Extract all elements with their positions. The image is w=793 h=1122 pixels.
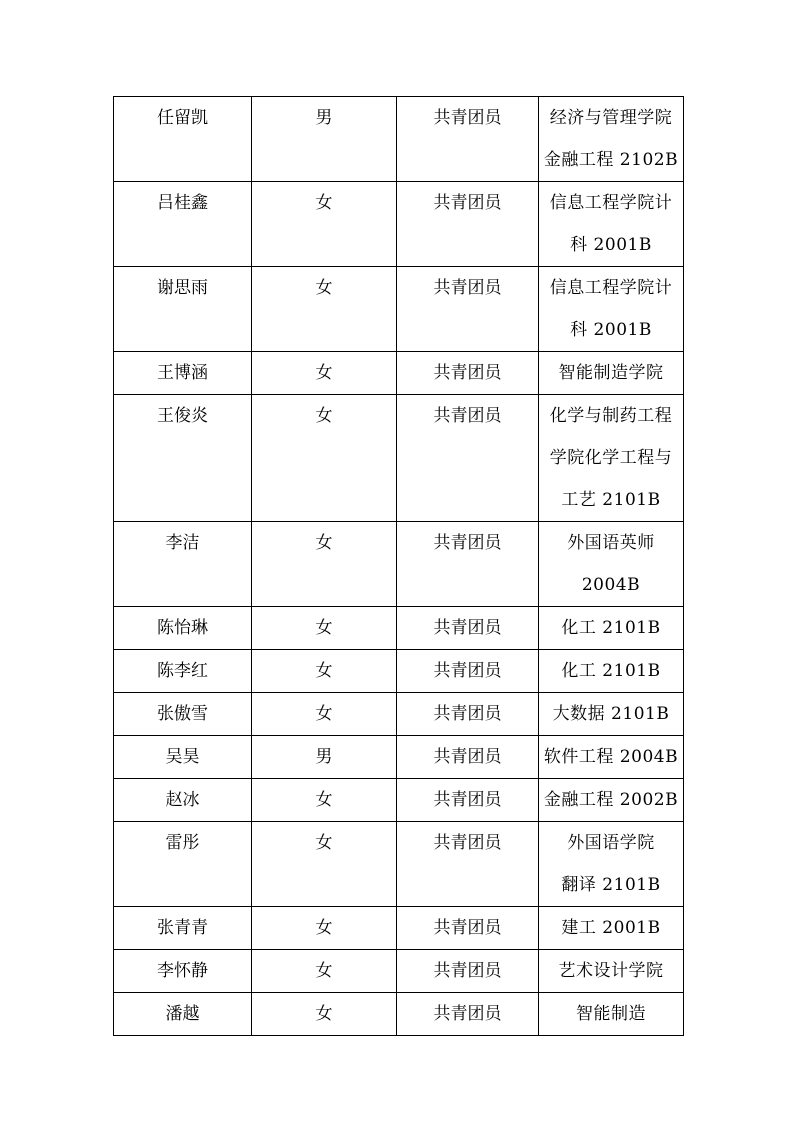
political-status-cell: 共青团员	[397, 693, 539, 736]
table-row	[114, 395, 684, 522]
unit-cell: 建工 2001B	[539, 907, 684, 950]
political-status-cell: 共青团员	[397, 950, 539, 993]
political-status-cell: 共青团员	[397, 779, 539, 822]
name-cell: 雷彤	[114, 822, 252, 907]
unit-cell: 化学与制药工程 学院化学工程与 工艺 2101B	[539, 395, 684, 522]
table-row	[114, 822, 684, 907]
name-cell: 王俊炎	[114, 395, 252, 522]
table-row	[114, 650, 684, 693]
unit-cell: 金融工程 2002B	[539, 779, 684, 822]
unit-cell: 信息工程学院计 科 2001B	[539, 267, 684, 352]
political-status-cell: 共青团员	[397, 395, 539, 522]
unit-cell: 外国语学院 翻译 2101B	[539, 822, 684, 907]
unit-cell: 信息工程学院计 科 2001B	[539, 182, 684, 267]
member-roster-table	[113, 96, 684, 1036]
political-status-cell: 共青团员	[397, 607, 539, 650]
gender-cell: 女	[252, 352, 397, 395]
gender-cell: 女	[252, 182, 397, 267]
table-row	[114, 267, 684, 352]
table-row	[114, 736, 684, 779]
political-status-cell: 共青团员	[397, 736, 539, 779]
unit-cell: 经济与管理学院 金融工程 2102B	[539, 97, 684, 182]
gender-cell: 女	[252, 395, 397, 522]
name-cell: 陈李红	[114, 650, 252, 693]
name-cell: 陈怡琳	[114, 607, 252, 650]
name-cell: 张青青	[114, 907, 252, 950]
unit-cell: 化工 2101B	[539, 607, 684, 650]
gender-cell: 女	[252, 650, 397, 693]
name-cell: 潘越	[114, 993, 252, 1036]
name-cell: 张傲雪	[114, 693, 252, 736]
gender-cell: 女	[252, 822, 397, 907]
name-cell: 吕桂鑫	[114, 182, 252, 267]
gender-cell: 女	[252, 693, 397, 736]
political-status-cell: 共青团员	[397, 522, 539, 607]
political-status-cell: 共青团员	[397, 907, 539, 950]
gender-cell: 女	[252, 267, 397, 352]
gender-cell: 女	[252, 607, 397, 650]
political-status-cell: 共青团员	[397, 97, 539, 182]
table-row	[114, 352, 684, 395]
table-row	[114, 97, 684, 182]
gender-cell: 女	[252, 779, 397, 822]
gender-cell: 男	[252, 736, 397, 779]
name-cell: 谢思雨	[114, 267, 252, 352]
gender-cell: 男	[252, 97, 397, 182]
unit-cell: 外国语英师 2004B	[539, 522, 684, 607]
name-cell: 任留凯	[114, 97, 252, 182]
table-row	[114, 779, 684, 822]
name-cell: 李怀静	[114, 950, 252, 993]
table-row	[114, 182, 684, 267]
political-status-cell: 共青团员	[397, 182, 539, 267]
political-status-cell: 共青团员	[397, 650, 539, 693]
table-row	[114, 907, 684, 950]
unit-cell: 艺术设计学院	[539, 950, 684, 993]
unit-cell: 智能制造学院	[539, 352, 684, 395]
roster-table-container	[113, 96, 683, 1036]
roster-table-body	[114, 97, 684, 1036]
table-row	[114, 607, 684, 650]
political-status-cell: 共青团员	[397, 822, 539, 907]
gender-cell: 女	[252, 907, 397, 950]
political-status-cell: 共青团员	[397, 352, 539, 395]
gender-cell: 女	[252, 950, 397, 993]
table-row	[114, 522, 684, 607]
gender-cell: 女	[252, 522, 397, 607]
unit-cell: 智能制造	[539, 993, 684, 1036]
gender-cell: 女	[252, 993, 397, 1036]
political-status-cell: 共青团员	[397, 267, 539, 352]
name-cell: 李洁	[114, 522, 252, 607]
unit-cell: 化工 2101B	[539, 650, 684, 693]
table-row	[114, 993, 684, 1036]
name-cell: 王博涵	[114, 352, 252, 395]
name-cell: 赵冰	[114, 779, 252, 822]
unit-cell: 软件工程 2004B	[539, 736, 684, 779]
table-row	[114, 693, 684, 736]
political-status-cell: 共青团员	[397, 993, 539, 1036]
unit-cell: 大数据 2101B	[539, 693, 684, 736]
name-cell: 吴昊	[114, 736, 252, 779]
table-row	[114, 950, 684, 993]
